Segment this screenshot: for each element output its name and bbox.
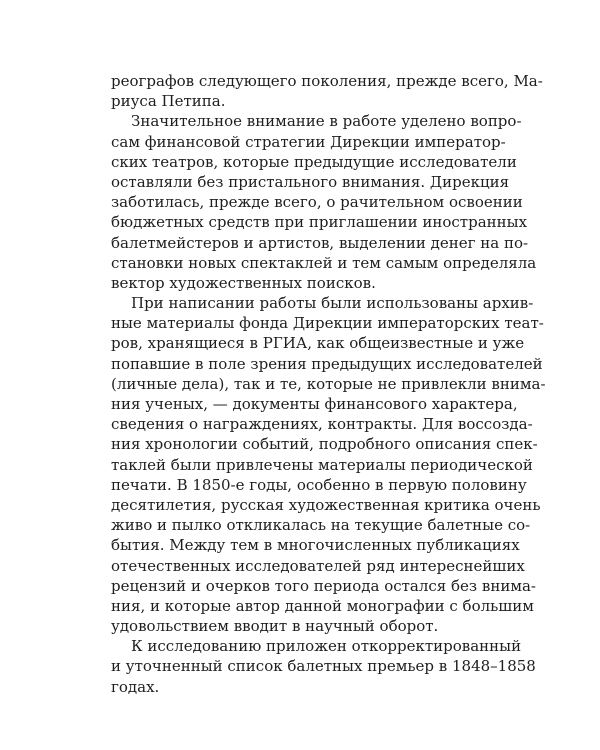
text-line: риуса Петипа. (111, 92, 226, 111)
text-line: печати. В 1850-е годы, особенно в первую половину (111, 475, 527, 494)
text-line: удовольствием вводит в научный оборот. (111, 617, 439, 636)
text-line: десятилетия, русская художественная критика очень (111, 495, 541, 514)
text-line: вектор художественных поисков. (111, 273, 376, 292)
paragraph-sources (111, 293, 546, 636)
text-line: балетмейстеров и артистов, выделении денег на по- (111, 233, 529, 252)
text-line: Значительное внимание в работе уделено вопро- (131, 112, 522, 131)
text-line: ния, и которые автор данной монографии с большим (111, 596, 534, 615)
text-line: При написании работы были использованы архив- (131, 294, 534, 313)
text-line: оставляли без пристального внимания. Дирекция (111, 172, 510, 191)
text-line: рецензий и очерков того периода остался без внима- (111, 576, 537, 595)
text-line: бытия. Между тем в многочисленных публикациях (111, 536, 520, 555)
text-line: ные материалы фонда Дирекции императорских теат- (111, 314, 544, 333)
text-line: ния ученых, — документы финансового характера, (111, 395, 518, 413)
paragraph-appendix (111, 636, 536, 697)
text-line: и уточненный список балетных премьер в 1848–1858 (111, 657, 536, 676)
text-line: попавшие в поле зрения предыдущих исследователей (111, 354, 543, 373)
text-line: К исследованию приложен откорректированный (131, 637, 522, 656)
text-line: ских театров, которые предыдущие исследователи (111, 152, 517, 171)
text-line: сам финансовой стратегии Дирекции император- (111, 132, 506, 151)
paragraph-continuation (111, 71, 543, 111)
text-line: бюджетных средств при приглашении иностранных (111, 213, 528, 232)
text-line: живо и пылко откликалась на текущие балетные со- (111, 516, 531, 535)
text-line: реографов следующего поколения, прежде всего, Ма- (111, 72, 543, 90)
body-text (111, 71, 546, 697)
text-line: заботилась, прежде всего, о рачительном освоении (111, 193, 523, 212)
text-line: отечественных исследователей ряд интереснейших (111, 556, 525, 575)
text-line: становки новых спектаклей и тем самым определяла (111, 253, 537, 272)
text-line: сведения о награждениях, контракты. Для воссозда- (111, 415, 533, 434)
text-line: ров, хранящиеся в РГИА, как общеизвестные и уже (111, 334, 525, 353)
text-line: таклей были привлечены материалы периодической (111, 455, 533, 474)
text-line: годах. (111, 677, 160, 696)
text-line: (личные дела), так и те, которые не привлекли внима- (111, 374, 546, 393)
text-line: ния хронологии событий, подробного описания спек- (111, 435, 538, 454)
paragraph-finance (111, 111, 537, 293)
